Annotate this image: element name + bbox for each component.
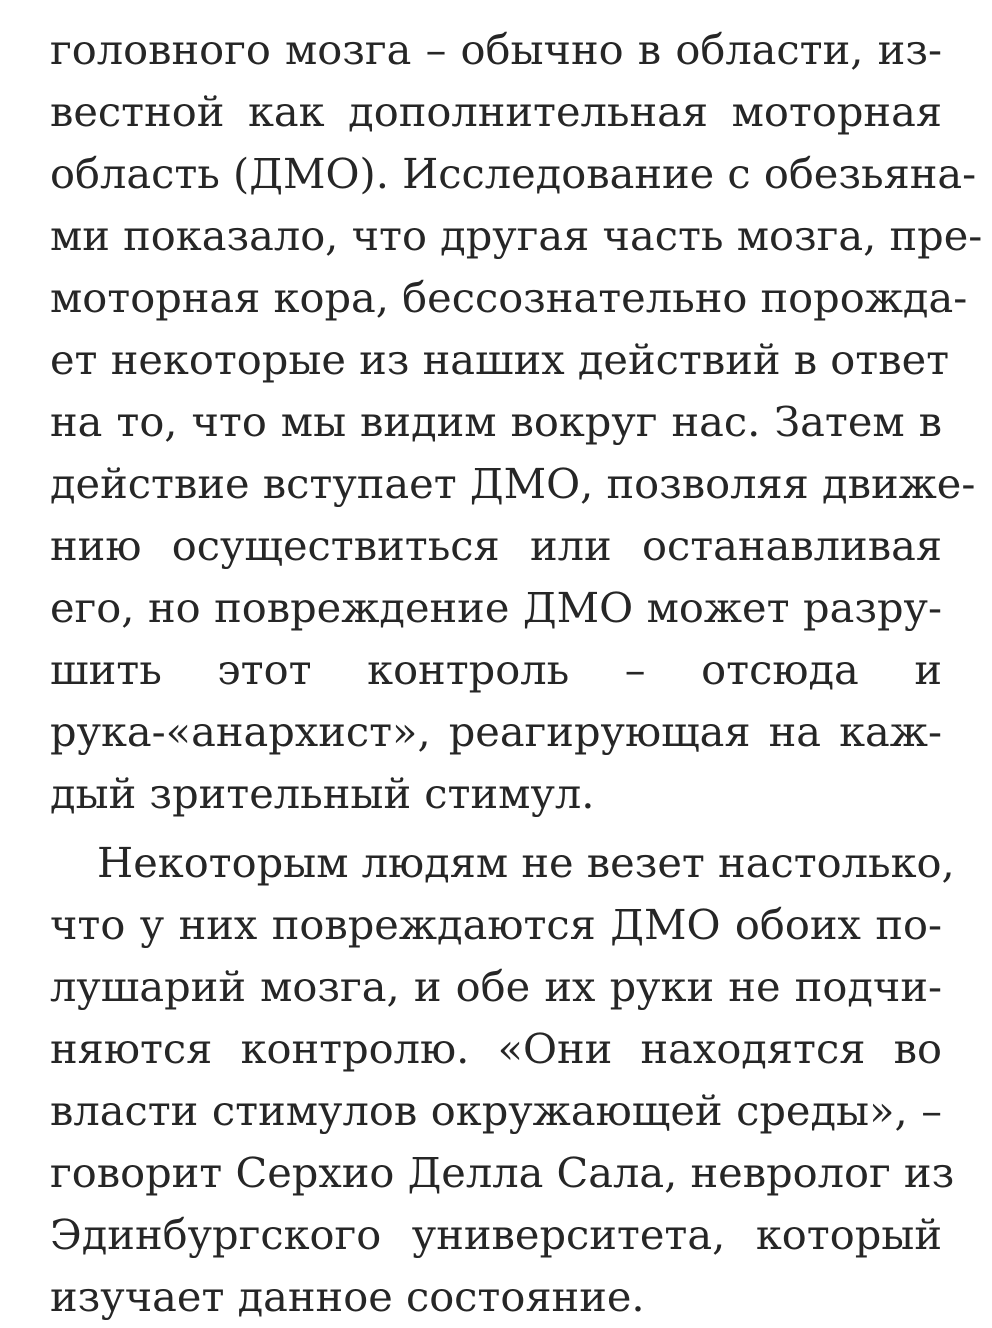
text-line: ми показало, что другая часть мозга, пре-: [50, 211, 983, 260]
text-line-first: Некоторым людям не везет настолько,: [97, 838, 955, 887]
book-page: [50, 19, 983, 1328]
text-line: головного мозга – обычно в области, из-: [50, 25, 942, 74]
text-line: Эдинбургского университета, который: [50, 1210, 942, 1259]
text-line: говорит Серхио Делла Сала, невролог из: [50, 1148, 955, 1197]
text-line: няются контролю. «Они находятся во: [50, 1024, 942, 1073]
text-line: действие вступает ДМО, позволяя движе-: [50, 459, 976, 508]
text-line: лушарий мозга, и обе их руки не подчи-: [50, 962, 942, 1011]
text-line: ет некоторые из наших действий в ответ: [50, 335, 950, 384]
paragraph-2: [50, 832, 955, 1328]
paragraph-1: [50, 19, 983, 825]
text-line: область (ДМО). Исследование с обезьяна-: [50, 149, 977, 198]
text-line: его, но повреждение ДМО может разру-: [50, 583, 942, 632]
text-line: шить этот контроль – отсюда и: [50, 645, 942, 694]
text-line: нию осуществиться или останавливая: [50, 521, 942, 570]
text-line: власти стимулов окружающей среды», –: [50, 1086, 942, 1135]
text-line: на то, что мы видим вокруг нас. Затем в: [50, 397, 942, 446]
text-line: моторная кора, бессознательно порожда-: [50, 273, 968, 322]
text-line-last: дый зрительный стимул.: [50, 769, 595, 818]
paragraph-spacer: [50, 825, 942, 832]
text-line: что у них повреждаются ДМО обоих по-: [50, 900, 942, 949]
text-line: рука-«анархист», реагирующая на каж-: [50, 707, 942, 756]
text-line: вестной как дополнительная моторная: [50, 87, 942, 136]
text-line-last: изучает данное состояние.: [50, 1272, 645, 1321]
